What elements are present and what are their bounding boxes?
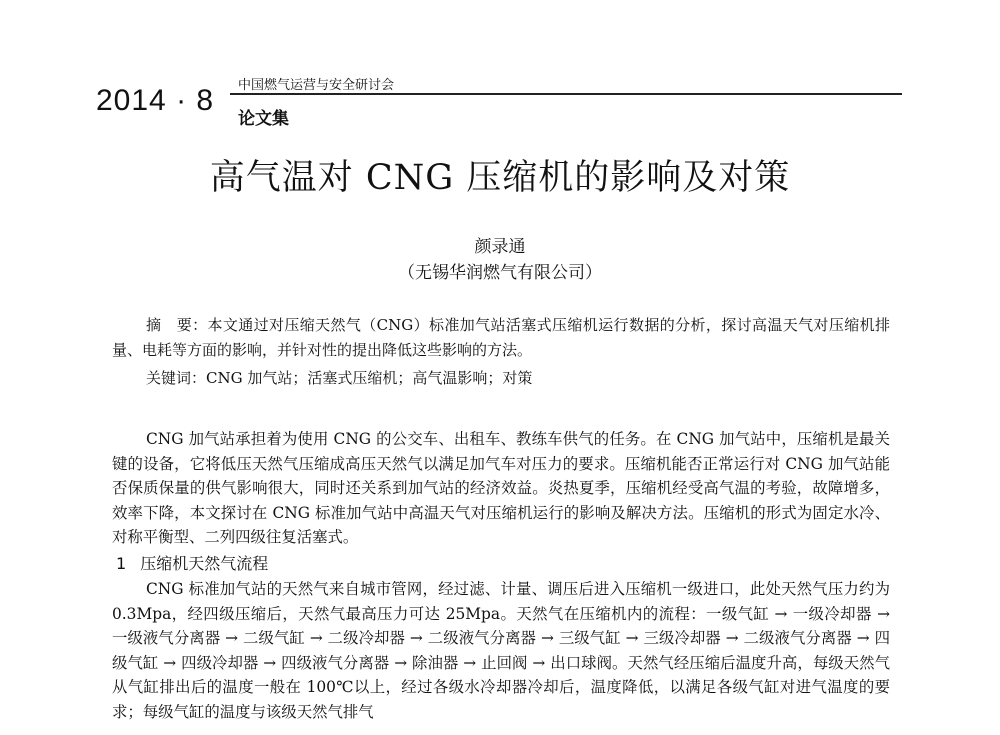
- intro-paragraph: CNG 加气站承担着为使用 CNG 的公交车、出租车、教练车供气的任务。在 CNG 加气站中，压缩机是最关键的设备，它将低压天然气压缩成高压天然气以满足加气车对压力的要求。压缩机能否正常运行对 CNG 加气站能否保质保量的供气影响很大，同时还关系到加气站的经济效益。炎热夏季，压缩机经受高气温的考验，故障增多，效率下降，本文探讨在 CNG 标准加气站中高温天气对压缩机运行的影响及解决方法。压缩机的形式为固定水冷、对称平衡型、二列四级往复活塞式。: [112, 430, 890, 547]
- author-name: 颜录通: [474, 237, 526, 257]
- section-number: 1: [116, 554, 127, 573]
- section-title: 压缩机天然气流程: [140, 554, 269, 573]
- author-affiliation: （无锡华润燃气有限公司）: [398, 263, 602, 283]
- conference-name: 中国燃气运营与安全研讨会: [238, 78, 395, 93]
- header-rule: [230, 93, 902, 95]
- series-label: 论文集: [238, 109, 289, 129]
- section-heading: [116, 551, 282, 574]
- keywords: 关键词：CNG 加气站；活塞式压缩机；高气温影响；对策: [146, 369, 533, 387]
- paper-title: 高气温对 CNG 压缩机的影响及对策: [209, 158, 791, 198]
- abstract: 摘 要：本文通过对压缩天然气（CNG）标准加气站活塞式压缩机运行数据的分析，探讨高温天气对压缩机排量、电耗等方面的影响，并针对性的提出降低这些影响的方法。: [112, 316, 890, 359]
- section-body: CNG 标准加气站的天然气来自城市管网，经过滤、计量、调压后进入压缩机一级进口，此处天然气压力约为 0.3Mpa，经四级压缩后，天然气最高压力可达 25Mpa。天然气在压缩机内的流程：一级气缸 → 一级冷却器 → 一级液气分离器 → 二级气缸 → 二级冷却器 → 二级液气分离器 → 三级气缸 → 三级冷却器 → 二级液气分离器 → 四级气缸 → 四级冷却器 → 四级液气分离器 → 除油器 → 止回阀 → 出口球阀。天然气经压缩后温度升高，每级天然气从气缸排出后的温度一般在 100℃以上，经过各级水冷却器冷却后，温度降低，以满足各级气缸对进气温度的要求；每级气缸的温度与该级天然气排气: [112, 580, 890, 721]
- issue-year: 2014 · 8: [96, 84, 215, 117]
